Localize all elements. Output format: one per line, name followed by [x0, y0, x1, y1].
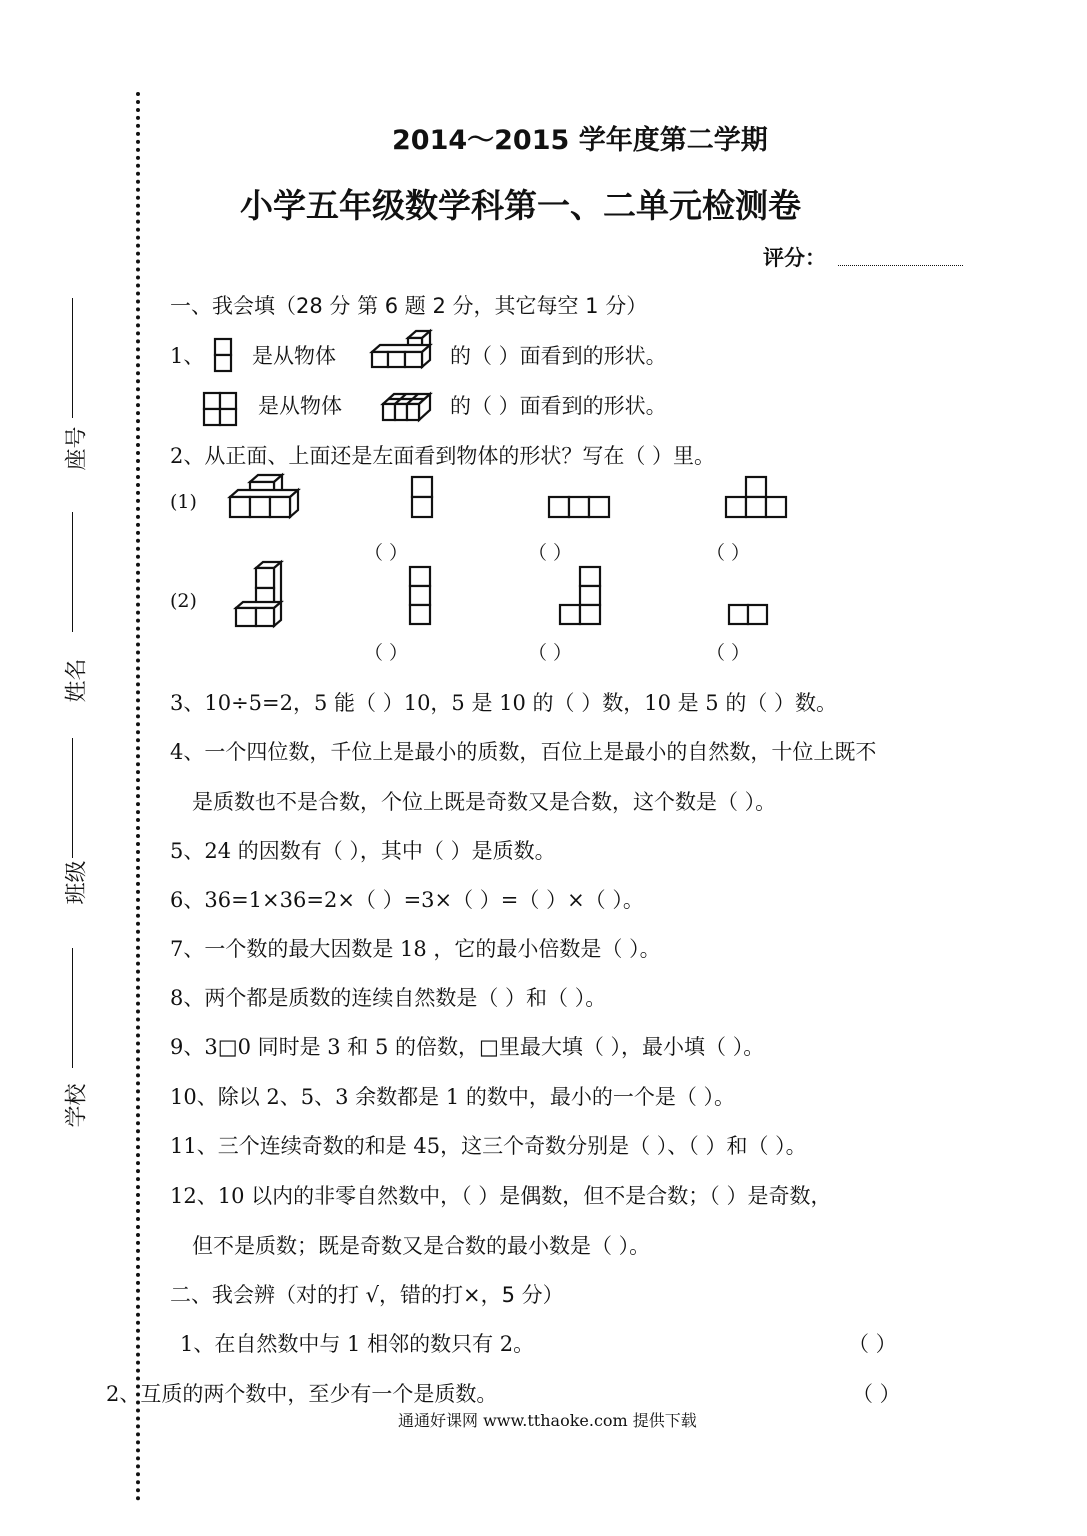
q2-1-view-b — [547, 496, 613, 520]
q2-1-view-a — [410, 476, 436, 520]
q2-1-answer-a[interactable]: （ ） — [364, 542, 409, 564]
q1b-solid-figure — [382, 392, 432, 428]
judge-q1: 1、在自然数中与 1 相邻的数只有 2。 — [180, 1332, 535, 1356]
seat-field-line — [72, 298, 73, 418]
q2-2-view-c — [727, 604, 771, 628]
school-label: 学校 — [64, 1083, 90, 1128]
q12-question-line1: 12、10 以内的非零自然数中，（ ）是偶数，但不是合数；（ ）是奇数， — [170, 1184, 832, 1208]
q7-question: 7、一个数的最大因数是 18 ，它的最小倍数是（ ）。 — [170, 937, 661, 961]
q1-number: 1、 — [170, 344, 205, 368]
name-field-line — [72, 512, 73, 632]
q8-question: 8、两个都是质数的连续自然数是（ ）和（ ）。 — [170, 986, 607, 1010]
q2-1-answer-c[interactable]: （ ） — [706, 542, 751, 564]
q3-question: 3、10÷5=2，5 能（ ）10，5 是 10 的（ ）数，10 是 5 的（ ）数。 — [170, 691, 837, 715]
q9-question: 9、3□0 同时是 3 和 5 的倍数，□里最大填（ ），最小填（ ）。 — [170, 1035, 765, 1059]
q4-question-line1: 4、一个四位数，千位上是最小的质数，百位上是最小的自然数，十位上既不 — [170, 740, 877, 764]
q2-2-view-a — [408, 566, 434, 628]
binding-fold-line — [136, 92, 140, 1502]
q1b-prefix: 是从物体 — [258, 394, 342, 418]
q2-2-answer-a[interactable]: （ ） — [364, 642, 409, 664]
q2-2-answer-b[interactable]: （ ） — [528, 642, 573, 664]
score-label: 评分： — [763, 246, 826, 270]
q5-question: 5、24 的因数有（ ），其中（ ）是质数。 — [170, 839, 556, 863]
class-field-line — [72, 738, 73, 858]
q1b-view-shape — [203, 392, 239, 428]
name-label: 姓名 — [64, 658, 90, 703]
q2-row1-label: (1) — [170, 491, 197, 513]
q2-2-solid-figure — [234, 560, 284, 630]
q12-question-line2: 但不是质数；既是奇数又是合数的最小数是（ ）。 — [192, 1234, 651, 1258]
q4-question-line2: 是质数也不是合数，个位上既是奇数又是合数，这个数是（ ）。 — [192, 790, 777, 814]
score-field[interactable] — [838, 265, 963, 266]
q2-question: 2、从正面、上面还是左面看到物体的形状？写在（ ）里。 — [170, 444, 716, 468]
q11-question: 11、三个连续奇数的和是 45，这三个奇数分别是（ ）、（ ）和（ ）。 — [170, 1134, 807, 1158]
section2-heading: 二、我会辨（对的打 √，错的打×，5 分） — [170, 1283, 564, 1307]
footer-source: 通通好课网 www.tthaoke.com 提供下载 — [398, 1411, 697, 1430]
seat-label: 座号 — [64, 426, 90, 471]
judge-q1-answer[interactable]: （ ） — [848, 1332, 897, 1356]
q2-1-answer-b[interactable]: （ ） — [528, 542, 573, 564]
q1a-prefix: 是从物体 — [252, 344, 336, 368]
q10-question: 10、除以 2、5、3 余数都是 1 的数中，最小的一个是（ ）。 — [170, 1085, 736, 1109]
judge-q2-answer[interactable]: （ ） — [852, 1382, 901, 1406]
q2-2-answer-c[interactable]: （ ） — [706, 642, 751, 664]
section1-heading: 一、我会填（28 分 第 6 题 2 分，其它每空 1 分） — [170, 294, 648, 318]
q2-2-view-b — [558, 566, 604, 628]
q6-question: 6、36=1×36=2×（ ）=3×（ ）=（ ）×（ ）。 — [170, 888, 644, 912]
q2-1-view-c — [724, 476, 790, 520]
q2-1-solid-figure — [228, 472, 300, 520]
q1a-suffix: 的（ ）面看到的形状。 — [450, 344, 667, 368]
school-field-line — [72, 948, 73, 1068]
q1b-suffix: 的（ ）面看到的形状。 — [450, 394, 667, 418]
q2-row2-label: (2) — [170, 590, 197, 612]
class-label: 班级 — [64, 860, 90, 905]
q1a-solid-figure — [370, 330, 432, 374]
judge-q2: 2、互质的两个数中，至少有一个是质数。 — [106, 1382, 498, 1406]
q1a-view-shape — [214, 338, 234, 374]
exam-title: 小学五年级数学科第一、二单元检测卷 — [240, 186, 801, 225]
exam-term-title: 2014～2015 学年度第二学期 — [392, 125, 768, 156]
